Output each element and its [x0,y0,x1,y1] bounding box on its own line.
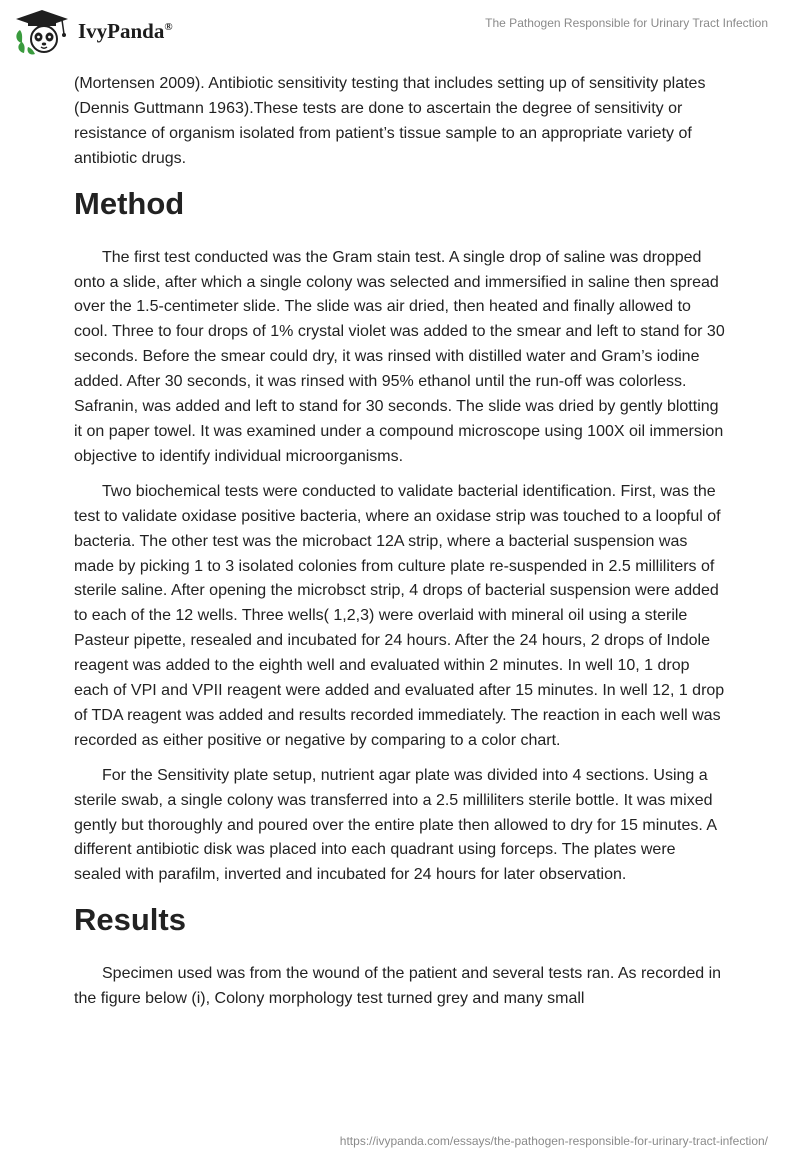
page-header [0,0,800,62]
method-paragraph-biochemical: Two biochemical tests were conducted to validate bacterial identification. First, was the test to validate oxidase positive bacteria, where an oxidase strip was touched to a loopful of bacteria. The other test was the microbact 12A strip, where a bacterial suspension was made by picking 1 to 3 isolated colonies from culture plate re-suspended in 2.5 milliliters of sterile saline. After opening the microbsct strip, 4 drops of bacterial suspension were added to each of the 12 wells. Three wells( 1,2,3) were overlaid with mineral oil using a sterile Pasteur pipette, resealed and incubated for 24 hours. After the 24 hours, 2 drops of Indole reagent was added to the eighth well and evaluated within 2 minutes. In well 10, 1 drop each of VPI and VPII reagent were added and evaluated after 15 minutes. In well 12, 1 drop of TDA reagent was added and results recorded immediately. The reaction in each well was recorded as either positive or negative by comparing to a color chart. [74,482,725,749]
method-paragraph-gram-stain: The first test conducted was the Gram stain test. A single drop of saline was dropped onto a slide, after which a single colony was selected and immersified in saline then spread over the 1.5-centimeter slide. The slide was air dried, then heated and finally allowed to cool. Three to four drops of 1% crystal violet was added to the smear and left to stand for 30 seconds. Before the smear could dry, it was rinsed with distilled water and Gram’s iodine added. After 30 seconds, it was rinsed with 95% ethanol until the run-off was colorless. Safranin, was added and left to stand for 30 seconds. The slide was dried by gently blotting it on paper towel. It was examined under a compound microscope using 100X oil immersion objective to identify individual microorganisms. [74,248,725,465]
running-title: The Pathogen Responsible for Urinary Tract Infection [485,16,768,30]
intro-paragraph: (Mortensen 2009). Antibiotic sensitivity testing that includes setting up of sensitivity plates (Dennis Guttmann 1963).These tests are done to ascertain the degree of sensitivity or resistance of organism isolated from patient’s tissue sample to an appropriate variety of antibiotic drugs. [74,75,706,167]
method-heading: Method [74,185,185,221]
panda-graduate-icon [14,8,74,56]
essay-content [74,72,726,1022]
brand-name-text: IvyPanda [78,19,165,43]
brand-name [78,19,173,44]
method-paragraph-sensitivity: For the Sensitivity plate setup, nutrient agar plate was divided into 4 sections. Using a sterile swab, a single colony was transferred into a 2.5 milliliters sterile bottle. It was mixed gently but thoroughly and poured over the entire plate then allowed to dry for 15 minutes. A different antibiotic disk was placed into each quadrant using forceps. The plates were sealed with parafilm, inverted and incubated for 24 hours for later observation. [74,766,717,884]
source-url-link[interactable]: https://ivypanda.com/essays/the-pathogen-responsible-for-urinary-tract-infection/ [339,1134,768,1148]
results-paragraph: Specimen used was from the wound of the patient and several tests ran. As recorded in the figure below (i), Colony morphology test turned grey and many small [74,965,722,1008]
registered-mark: ® [164,21,173,33]
ivypanda-logo[interactable] [14,8,190,56]
results-heading: Results [74,902,186,938]
